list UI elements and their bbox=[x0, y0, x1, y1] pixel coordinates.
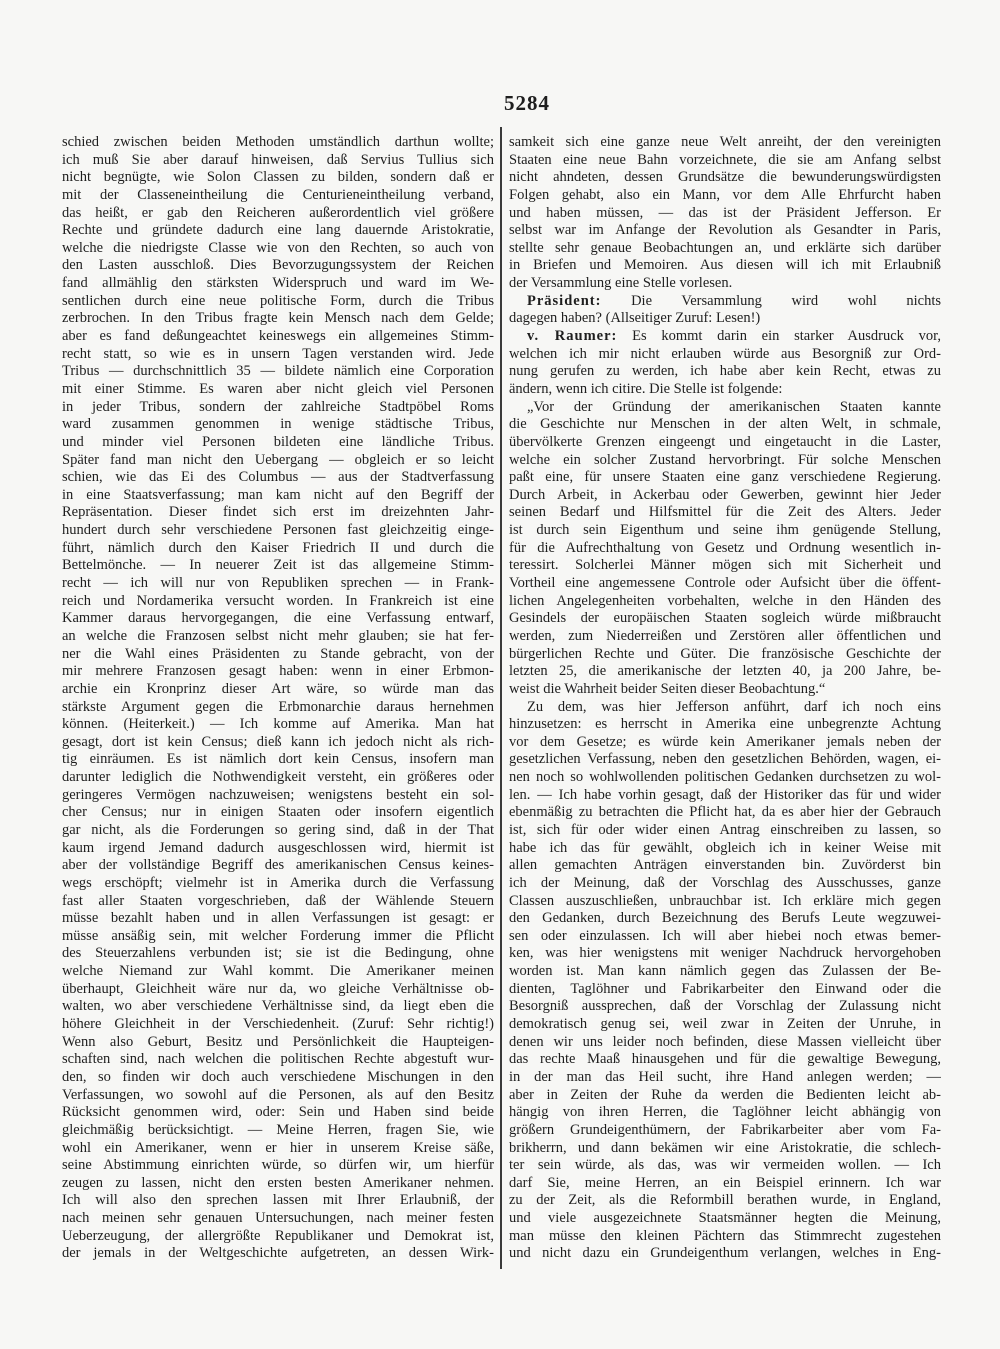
text-line: recht — ich will nur von Republiken sprechen — in Frank- bbox=[62, 575, 494, 592]
text-line: größern Grundeigenthümern, der Fabrikarbeiter aber vom Fa- bbox=[509, 1121, 941, 1138]
text-line: seinen Bedarf und Hilfsmittel für die Zeit des Alters. Jeder bbox=[509, 504, 941, 521]
text-line bbox=[509, 293, 941, 311]
text-line: dagegen haben? (Allseitiger Zuruf: Lesen!) bbox=[509, 310, 761, 327]
text-line: zu der Zeit, als die Reformbill berathen wurde, in England, bbox=[509, 1192, 941, 1209]
text-line: ändern, wenn ich citire. Die Stelle ist folgende: bbox=[509, 380, 783, 397]
text-line: letzten 25, die amerikanische der letzten 40, ja 200 Jahre, be- bbox=[509, 663, 941, 680]
text-line: paßt eine, für unsere Staaten eine ganz verschiedene Regierung. bbox=[509, 469, 941, 486]
text-line: übervölkerte Grenzen eingeengt und eingetaucht in die Laster, bbox=[509, 433, 941, 450]
text-line: können. (Heiterkeit.) — Ich komme auf Amerika. Man hat bbox=[62, 716, 494, 733]
text-line: aber in Zeiten der Ruhe da werden die Bedienten leicht ab- bbox=[509, 1086, 941, 1103]
text-line: Rücksicht genommen wird, oder: Sein und Haben sind beide bbox=[62, 1104, 494, 1121]
text-line: ich muß Sie aber darauf hinweisen, daß Servius Tullius sich bbox=[62, 151, 494, 168]
text-line: aber es fand deßungeachtet keineswegs ein allgemeines Stimm- bbox=[62, 328, 494, 345]
column-divider bbox=[500, 127, 502, 1269]
right-column bbox=[509, 134, 941, 1263]
text-line: in Briefen und Memoiren. Aus diesen will ich mit Erlaubniß bbox=[509, 257, 941, 274]
page-number: 5284 bbox=[504, 91, 550, 115]
text-line: cher Census; nur in einigen Staaten oder insofern eigentlich bbox=[62, 804, 494, 821]
text-line: welchen ich mir nicht erlauben würde aus Besorgniß zur Ord- bbox=[509, 345, 941, 362]
text-line: weist die Wahrheit beider Seiten dieser Beobachtung.“ bbox=[509, 680, 826, 697]
text-line: an welche die Franzosen selbst nicht mehr glauben; sie hat fer- bbox=[62, 627, 494, 644]
text-line: sen oder einzulassen. Ich will aber hiebei noch etwas bemer- bbox=[509, 927, 941, 944]
text-line: des Steuerzahlens verbunden ist; sie ist die Bedingung, ohne bbox=[62, 945, 494, 962]
text-line: dienten, Taglöhner und Fabrikarbeiter den Einwand oder die bbox=[509, 980, 941, 997]
text-line: Ich will also den sprechen lassen mit Ihrer Erlaubniß, der bbox=[62, 1192, 494, 1209]
text-line bbox=[509, 328, 941, 346]
text-line: nach meinen sehr genauen Untersuchungen, nach meiner festen bbox=[62, 1210, 494, 1227]
text-line: stärkste Argument gegen die Erbmonarchie daraus hernehmen bbox=[62, 698, 494, 715]
text-line: archie ein Kronprinz dieser Art wäre, so würde man das bbox=[62, 680, 494, 697]
text-line: Staaten eine neue Bahn vorzeichnete, die sie am Anfang selbst bbox=[509, 151, 941, 168]
text-line: höhere Gleichheit in der Verschiedenheit. (Zuruf: Sehr richtig!) bbox=[62, 1016, 494, 1033]
text-line: müsse ansäßig sein, mit welcher Forderung immer die Pflicht bbox=[62, 927, 494, 944]
text-line: werden, zum Niederreißen und Zerstören aller öffentlichen und bbox=[509, 627, 941, 644]
text-line: hinzusetzen: es herrscht in Amerika eine unbegrenzte Achtung bbox=[509, 716, 941, 733]
text-line: den Lasten ausschloß. Dies Bevorzugungssystem der Reichen bbox=[62, 257, 494, 274]
text-line: ward zusammen genommen in wenige städtische Tribus, bbox=[62, 416, 494, 433]
text-line: wegs erschöpft; vielmehr ist in Amerika durch die Verfassung bbox=[62, 874, 494, 891]
text-line: fand allmählig den stärksten Widerspruch und ward im We- bbox=[62, 275, 494, 292]
text-line: Bettelmönche. — In neuerer Zeit ist das allgemeine Stimm- bbox=[62, 557, 494, 574]
text-line: ter sein würde, als das, was wir vermeiden wollen. — Ich bbox=[509, 1157, 941, 1174]
text-line: worden ist. Man kann nämlich gegen das Zulassen der Be- bbox=[509, 963, 941, 980]
speech-text: Es kommt darin ein starker Ausdruck vor, bbox=[632, 328, 941, 345]
text-line: die Geschichte nur Menschen in der alten Welt, in schmale, bbox=[509, 416, 941, 433]
text-line: schied zwischen beiden Methoden umständlich darthun wollte; bbox=[62, 134, 494, 150]
text-line: gesagt, dort ist kein Census; dieß kann ich jedoch nicht als rich- bbox=[62, 733, 494, 750]
text-line: teressirt. Solcherlei Männer mögen sich mit Sicherheit und bbox=[509, 557, 941, 574]
text-line: der jemals in der Weltgeschichte aufgetreten, an dessen Wirk- bbox=[62, 1245, 494, 1262]
text-line: welche die niedrigste Classe wie von den Rechten, so auch von bbox=[62, 239, 494, 256]
text-line: den Gedanken, durch Bezeichnung des Berufs Leute wegzuwei- bbox=[509, 910, 941, 927]
text-line: wohl ein Amerikaner, wenn er hier in unserem Kreise säße, bbox=[62, 1139, 494, 1156]
text-line: zerbrochen. In den Tribus fragte kein Mensch nach dem Gelde; bbox=[62, 310, 494, 327]
text-line: hundert durch sehr verschiedene Personen fast gleichzeitig einge- bbox=[62, 522, 494, 539]
text-line: zeugen zu lassen, nicht den ersten besten Amerikaner nehmen. bbox=[62, 1174, 494, 1191]
text-line: man müsse den kleinen Pächtern das Stimmrecht zugestehen bbox=[509, 1227, 941, 1244]
text-line: darf Sie, meine Herren, an ein Beispiel erinnern. Ich war bbox=[509, 1174, 941, 1191]
text-line: seine Abstimmung einrichten würde, so dürfen wir, um hierfür bbox=[62, 1157, 494, 1174]
text-line: kaum irgend Jemand dadurch ausgeschlossen wird, hiermit ist bbox=[62, 839, 494, 856]
text-line: mit der Classeneintheilung die Centurieneintheilung verband, bbox=[62, 186, 494, 203]
text-line: Wenn also Geburt, Besitz und Persönlichkeit die Haupteigen- bbox=[62, 1033, 494, 1050]
text-line: das heißt, er gab den Reicheren außerordentlich viel größere bbox=[62, 204, 494, 221]
speech-text: Die Versammlung wird wohl nichts bbox=[631, 292, 941, 309]
text-line: Gesindels der europäischen Staaten sogleich würde mißbraucht bbox=[509, 610, 941, 627]
text-line: nicht begnügte, wie Solon Classen zu bilden, sondern daß er bbox=[62, 169, 494, 186]
text-line: lichen Angelegenheiten vorbehalten, welche in den Händen des bbox=[509, 592, 941, 609]
text-line: Kammer daraus hervorgegangen, die eine Verfassung entwarf, bbox=[62, 610, 494, 627]
text-line: Zu dem, was hier Jefferson anführt, darf ich noch eins bbox=[527, 698, 941, 715]
text-line: gleichmäßig berücksichtigt. — Meine Herren, fragen Sie, wie bbox=[62, 1121, 494, 1138]
text-line: brikherrn, und dann bekämen wir eine Aristokratie, die schlech- bbox=[509, 1139, 941, 1156]
text-line: Besorgniß aussprechen, daß der Vorschlag der Zulassung nicht bbox=[509, 998, 941, 1015]
text-line: schaften sind, nach welchen die politischen Rechte abgestuft wur- bbox=[62, 1051, 494, 1068]
text-line: hängig von ihren Herren, die Taglöhner leicht abhängig von bbox=[509, 1104, 941, 1121]
text-line: welche Niemand zur Wahl kommt. Die Amerikaner meinen bbox=[62, 963, 494, 980]
text-line: in jeder Tribus, sondern der zahlreiche Stadtpöbel Roms bbox=[62, 398, 494, 415]
text-line: vor dem Gesetze; es würde kein Amerikaner jemals neben der bbox=[509, 733, 941, 750]
text-line: in eine Staatsverfassung; man kam nicht auf den Begriff der bbox=[62, 486, 494, 503]
text-line: Verfassungen, wo sowohl auf die Personen, als auf den Besitz bbox=[62, 1086, 494, 1103]
text-line: müsse bezahlt haben und in allen Verfassungen ist gesagt: er bbox=[62, 910, 494, 927]
text-line: denen wir uns leider noch befinden, diese Massen vielleicht über bbox=[509, 1033, 941, 1050]
speaker-name: Präsident: bbox=[527, 292, 602, 309]
text-line: ebenmäßig zu betrachten die Pflicht hat, da es aber hier der Gebrauch bbox=[509, 804, 941, 821]
text-line: für die Aufrechthaltung von Gesetz und Ordnung wesentlich in- bbox=[509, 539, 941, 556]
text-line: ist, sich für oder wider einen Antrag einschreiben zu lassen, so bbox=[509, 821, 941, 838]
text-line: Repräsentation. Dieser findet sich erst im dreizehnten Jahr- bbox=[62, 504, 494, 521]
text-line: Rechte und gründete dadurch eine lang dauernde Aristokratie, bbox=[62, 222, 494, 239]
text-line: das rechte Maaß hinausgehen und für die gewaltige Bewegung, bbox=[509, 1051, 941, 1068]
text-line: gar nicht, als die Forderungen so gering sind, daß in der That bbox=[62, 821, 494, 838]
text-line: ken, was hier wenigstens mit weniger Nachdruck hervorgehoben bbox=[509, 945, 941, 962]
text-line: und minder viel Personen bildeten eine ländliche Tribus. bbox=[62, 433, 494, 450]
text-line: den, so finden wir doch auch verschiedene Mischungen in den bbox=[62, 1068, 494, 1085]
text-line: recht statt, so wie es in unsern Tagen verstanden wird. Jede bbox=[62, 345, 494, 362]
text-line: bürgerlichen Rechte und Güter. Die französische Geschichte der bbox=[509, 645, 941, 662]
text-line: und haben müssen, — das ist der Präsident Jefferson. Er bbox=[509, 204, 941, 221]
text-line: nen noch so wohlwollenden politischen Gedanken durchsetzen zu wol- bbox=[509, 769, 941, 786]
text-line: tig einräumen. Es ist nämlich dort kein Census, insofern man bbox=[62, 751, 494, 768]
text-line: gesetzlichen Verfassung, neben den gesetzlichen Behörden, wagen, ei- bbox=[509, 751, 941, 768]
text-line: nung gerufen zu werden, ich habe aber kein Recht, etwas zu bbox=[509, 363, 941, 380]
text-line: ist durch sein Eigenthum und seine ihm genügende Stellung, bbox=[509, 522, 941, 539]
text-line: walten, wo aber verschiedene Verhältnisse sind, da liegt eben die bbox=[62, 998, 494, 1015]
text-line: und nicht dazu ein Grundeigenthum verlangen, welches in Eng- bbox=[509, 1245, 941, 1262]
text-line: mit einer Stimme. Es waren aber nicht gleich viel Personen bbox=[62, 380, 494, 397]
text-line: Später fand man nicht den Uebergang — obgleich er so leicht bbox=[62, 451, 494, 468]
text-line: reich und Nordamerika versucht worden. In Frankreich ist eine bbox=[62, 592, 494, 609]
text-line: Tribus — durchschnittlich 35 — bildete nämlich eine Corporation bbox=[62, 363, 494, 380]
text-line: Durch Arbeit, in Ackerbau oder Gewerben, gewinnt hier Jeder bbox=[509, 486, 941, 503]
text-line: geringeres Vermögen nachzuweisen; wenigstens besteht ein sol- bbox=[62, 786, 494, 803]
text-line: ner die Wahl eines Präsidenten zu Stande gebracht, von der bbox=[62, 645, 494, 662]
text-line: selbst war im Anfange der Revolution als Gesandter in Paris, bbox=[509, 222, 941, 239]
text-line: darunter lediglich die Nothwendigkeit versteht, ein größeres oder bbox=[62, 769, 494, 786]
text-line: demokratisch genug sei, weil zwar in Zeiten der Unruhe, in bbox=[509, 1016, 941, 1033]
text-line: sentlichen durch eine neue politische Form, durch die Tribus bbox=[62, 292, 494, 309]
text-line: stellte sehr genaue Beobachtungen an, und erklärte sich darüber bbox=[509, 239, 941, 256]
speaker-name: v. Raumer: bbox=[527, 328, 618, 345]
text-line: Ueberzeugung, der allergrößte Republikaner und Demokrat ist, bbox=[62, 1227, 494, 1244]
text-line: führt, nämlich durch den Kaiser Friedrich II und durch die bbox=[62, 539, 494, 556]
text-line: mir mehrere Franzosen gesagt haben: wenn in einer Erbmon- bbox=[62, 663, 494, 680]
text-line: Vortheil eine angemessene Controle oder Aufsicht über die öffent- bbox=[509, 575, 941, 592]
text-line: aber der vollständige Begriff des amerikanischen Census keines- bbox=[62, 857, 494, 874]
text-line: in der man das Heil sucht, ihre Hand anlegen werden; — bbox=[509, 1068, 941, 1085]
text-line: überhaupt, Gleichheit wäre nur da, wo gleiche Verhältnisse ob- bbox=[62, 980, 494, 997]
left-column bbox=[62, 134, 494, 1263]
text-line: fast aller Staaten vorgeschrieben, daß der Wählende Steuern bbox=[62, 892, 494, 909]
text-line: schien, wie das Ei des Columbus — aus der Stadtverfassung bbox=[62, 469, 494, 486]
text-line: der Versammlung eine Stelle vorlesen. bbox=[509, 275, 733, 292]
text-line: allen gemachten Anträgen einverstanden bin. Zuvörderst bin bbox=[509, 857, 941, 874]
text-line: habe ich das für gewählt, obgleich ich in keiner Weise mit bbox=[509, 839, 941, 856]
text-line: und viele ausgezeichnete Staatsmänner hegten die Meinung, bbox=[509, 1210, 941, 1227]
text-line: „Vor der Gründung der amerikanischen Staaten kannte bbox=[527, 398, 941, 415]
text-line: Folgen gehabt, also ein Mann, vor dem Alle Ehrfurcht haben bbox=[509, 186, 941, 203]
text-line: nicht ahndeten, dessen Grundsätze die bewunderungswürdigsten bbox=[509, 169, 941, 186]
text-line: Classen auszuschließen, unbrauchbar ist. Ich erkläre mich gegen bbox=[509, 892, 941, 909]
text-line: welche ein solcher Zustand hervorbringt. Für solche Menschen bbox=[509, 451, 941, 468]
text-line: len. — Ich habe vorhin gesagt, daß der Historiker das für und wider bbox=[509, 786, 941, 803]
text-line: samkeit sich eine ganze neue Welt anreiht, der den vereinigten bbox=[509, 134, 941, 150]
text-line: ich der Meinung, daß der Vorschlag des Ausschusses, ganze bbox=[509, 874, 941, 891]
